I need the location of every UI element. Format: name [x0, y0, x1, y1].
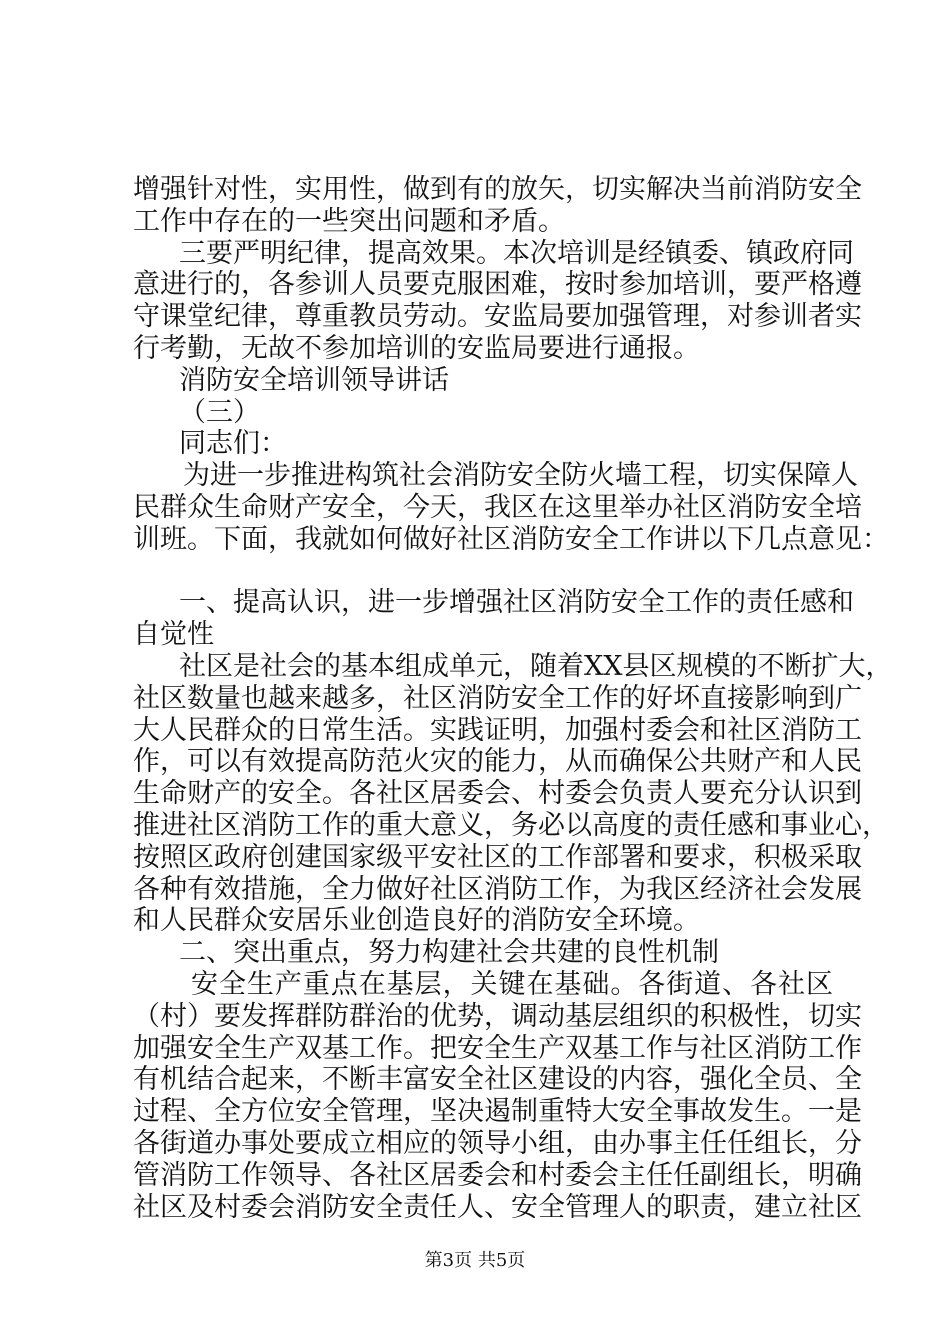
text-line: 训班。下面，我就如何做好社区消防安全工作讲以下几点意见： — [133, 523, 889, 555]
text-line: 各街道办事处要成立相应的领导小组，由办事主任任组长，分 — [133, 1127, 862, 1159]
text-line: 民群众生命财产安全，今天，我区在这里举办社区消防安全培 — [133, 491, 862, 523]
text-line: 社区及村委会消防安全责任人、安全管理人的职责，建立社区 — [133, 1191, 862, 1223]
heading-line: 二、突出重点，努力构建社会共建的良性机制 — [179, 937, 719, 969]
section-title: 消防安全培训领导讲话 — [179, 364, 449, 396]
text-line: 作，可以有效提高防范火灾的能力，从而确保公共财产和人民 — [133, 746, 862, 778]
salutation: 同志们： — [179, 428, 287, 460]
text-line: 意进行的，各参训人员要克服困难，按时参加培训，要严格遵 — [133, 269, 862, 301]
text-line: 加强安全生产双基工作。把安全生产双基工作与社区消防工作 — [133, 1032, 862, 1064]
text-line: 有机结合起来，不断丰富安全社区建设的内容，强化全员、全 — [133, 1064, 862, 1096]
heading-line: 自觉性 — [133, 619, 214, 651]
text-line: 三要严明纪律，提高效果。本次培训是经镇委、镇政府同 — [179, 237, 854, 269]
text-line: 守课堂纪律，尊重教员劳动。安监局要加强管理，对参训者实 — [133, 301, 862, 333]
text-line: 行考勤，无故不参加培训的安监局要进行通报。 — [133, 332, 700, 364]
text-line: 增强针对性，实用性，做到有的放矢，切实解决当前消防安全 — [133, 174, 862, 205]
page-number: 第3页 共5页 — [424, 1250, 526, 1271]
text-line: 安全生产重点在基层，关键在基础。各街道、各社区 — [191, 968, 833, 1000]
text-line: 按照区政府创建国家级平安社区的工作部署和要求，积极采取 — [133, 841, 862, 873]
blank-line — [133, 556, 833, 588]
text-line: 各种有效措施，全力做好社区消防工作，为我区经济社会发展 — [133, 873, 862, 905]
text-line: 工作中存在的一些突出问题和矛盾。 — [133, 205, 565, 237]
text-line: 生命财产的安全。各社区居委会、村委会负责人要充分认识到 — [133, 778, 862, 810]
heading-line: 一、提高认识，进一步增强社区消防安全工作的责任感和 — [179, 587, 854, 619]
text-line: 大人民群众的日常生活。实践证明，加强村委会和社区消防工 — [133, 714, 862, 746]
text-line: 推进社区消防工作的重大意义，务必以高度的责任感和事业心， — [133, 809, 889, 841]
text-line: 为进一步推进构筑社会消防安全防火墙工程，切实保障人 — [183, 460, 858, 492]
text-line: 管消防工作领导、各社区居委会和村委会主任任副组长，明确 — [133, 1159, 862, 1191]
section-number: （三） — [179, 396, 260, 428]
text-line: 过程、全方位安全管理，坚决遏制重特大安全事故发生。一是 — [133, 1096, 862, 1128]
text-line: 和人民群众安居乐业创造良好的消防安全环境。 — [133, 905, 700, 937]
text-line: 社区数量也越来越多，社区消防安全工作的好坏直接影响到广 — [133, 682, 862, 714]
text-line: 社区是社会的基本组成单元，随着XX县区规模的不断扩大， — [179, 650, 893, 682]
text-line: （村）要发挥群防群治的优势，调动基层组织的积极性，切实 — [133, 1000, 862, 1032]
body-text — [133, 174, 893, 1223]
